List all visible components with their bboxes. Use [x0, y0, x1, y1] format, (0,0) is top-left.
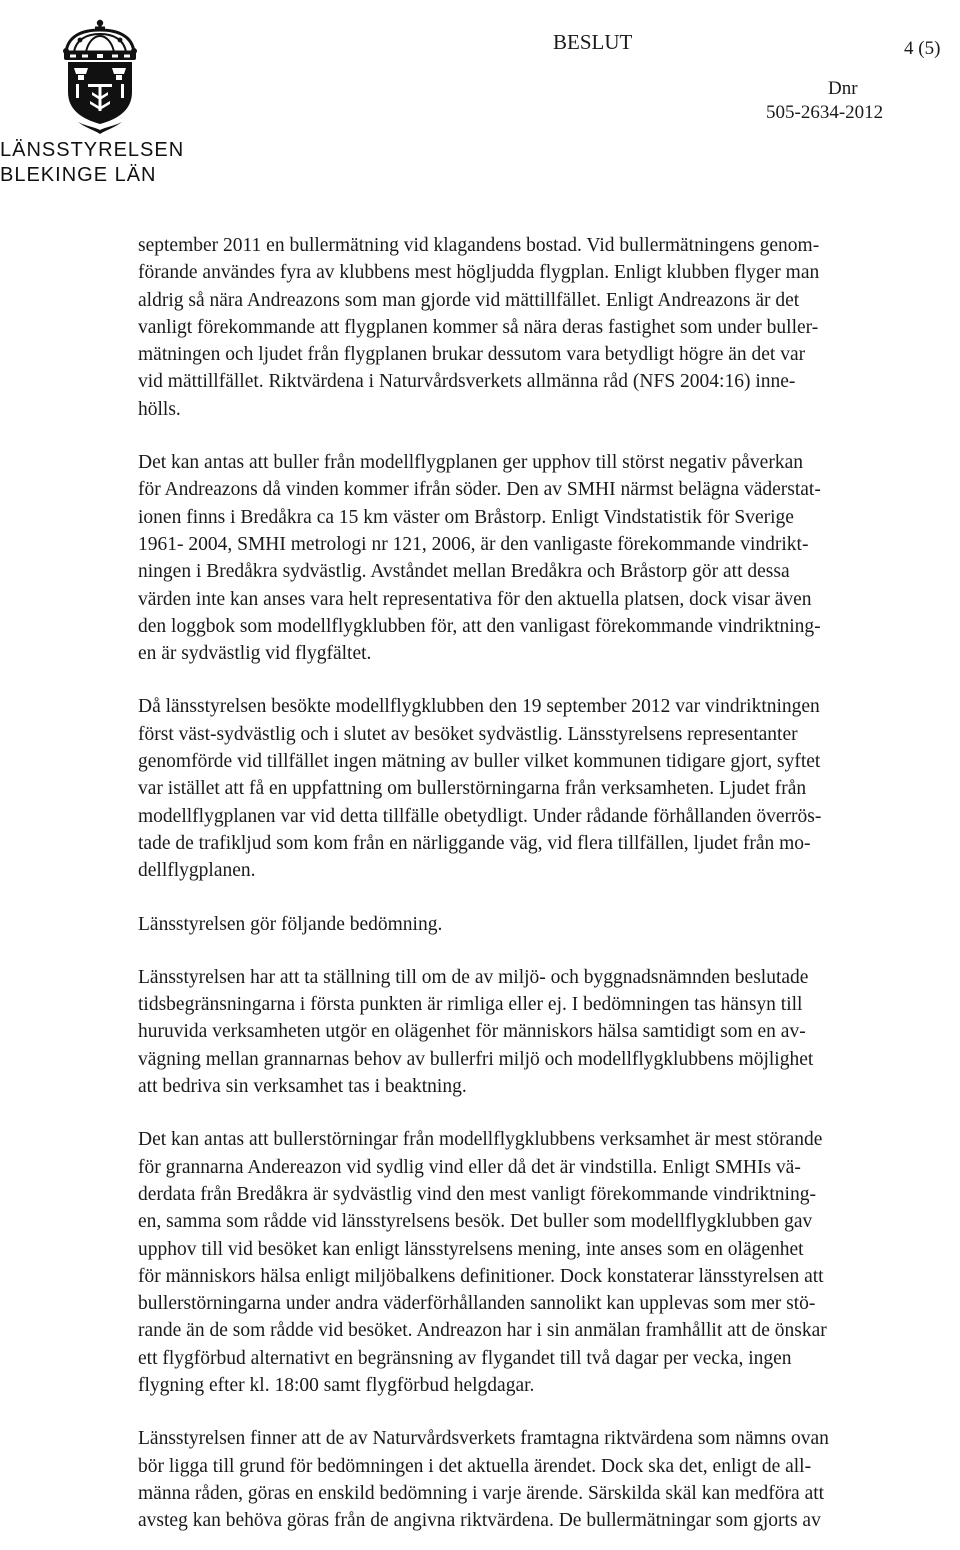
text-line: rande än de som rådde vid besöket. Andreazon har i sin anmälan framhållit att de önskar — [138, 1320, 827, 1342]
text-line: förande användes fyra av klubbens mest högljudda flygplan. Enligt klubben flyger man — [138, 262, 820, 284]
text-line: för människors hälsa enligt miljöbalkens definitioner. Dock konstaterar länsstyrelsen att — [138, 1265, 824, 1287]
text-line: modellflygplanen var vid detta tillfälle obetydligt. Under rådande förhållanden överrös- — [138, 805, 822, 827]
text-line: bör ligga till grund för bedömningen i det aktuella ärendet. Dock ska det, enligt de all- — [138, 1455, 812, 1477]
text-line: bullerstörningarna under andra väderförhållanden sannolikt kan upplevas som mer stö- — [138, 1293, 816, 1315]
dnr-label: Dnr — [828, 78, 858, 99]
text-line: hölls. — [138, 398, 181, 420]
paragraph-gap — [138, 667, 958, 693]
paragraph-gap — [138, 938, 958, 964]
text-line: Länsstyrelsen finner att de av Naturvårdsverkets framtagna riktvärdena som nämns ovan — [138, 1428, 829, 1450]
text-line: derdata från Bredåkra är sydvästlig vind den mest vanligt förekommande vindriktning- — [138, 1183, 816, 1205]
paragraph — [138, 232, 958, 423]
text-line: vid mättillfället. Riktvärdena i Naturvårdsverkets allmänna råd (NFS 2004:16) inne- — [138, 371, 796, 393]
text-line: tidsbegränsningarna i första punkten är rimliga eller ej. I bedömningen tas hänsyn till — [138, 994, 803, 1016]
paragraph-gap — [138, 1100, 958, 1126]
text-line: först väst-sydvästlig och i slutet av besöket sydvästlig. Länsstyrelsens representanter — [138, 723, 798, 745]
dnr-number: 505-2634-2012 — [766, 102, 884, 123]
text-line: vanligt förekommande att flygplanen kommer så nära deras fastighet som under buller- — [138, 316, 819, 338]
document-type: BESLUT — [553, 30, 633, 54]
text-line: var istället att få en uppfattning om bullerstörningarna från verksamheten. Ljudet från — [138, 778, 807, 800]
text-line: 1961- 2004, SMHI metrologi nr 121, 2006, är den vanligaste förekommande vindrikt- — [138, 533, 809, 555]
text-line: Det kan antas att bullerstörningar från modellflygklubbens verksamhet är mest störande — [138, 1129, 823, 1151]
text-line: Länsstyrelsen har att ta ställning till om de av miljö- och byggnadsnämnden beslutade — [138, 966, 809, 988]
text-line: aldrig så nära Andreazons som man gjorde vid mättillfället. Enligt Andreazons är det — [138, 289, 800, 311]
text-line: en, samma som rådde vid länsstyrelsens besök. Det buller som modellflygklubben gav — [138, 1211, 813, 1233]
paragraph — [138, 693, 958, 884]
text-line: ionen finns i Bredåkra ca 15 km väster om Bråstorp. Enligt Vindstatistik för Sverige — [138, 506, 794, 528]
text-line: ningen i Bredåkra sydvästlig. Avståndet mellan Bredåkra och Bråstorp gör att dessa — [138, 561, 790, 583]
document-body — [138, 232, 958, 1534]
text-line: Då länsstyrelsen besökte modellflygklubben den 19 september 2012 var vindriktningen — [138, 696, 820, 718]
paragraph-gap — [138, 423, 958, 449]
text-line: september 2011 en bullermätning vid klagandens bostad. Vid bullermätningens genom- — [138, 235, 820, 256]
text-line: den loggbok som modellflygklubben för, att den vanligast förekommande vindriktning- — [138, 615, 821, 637]
text-line: mätningen och ljudet från flygplanen brukar dessutom vara betydligt högre än det var — [138, 344, 806, 366]
text-line: dellflygplanen. — [138, 860, 256, 882]
agency-region-line: BLEKINGE LÄN — [0, 164, 157, 186]
paragraph — [138, 1425, 958, 1534]
text-line: en är sydvästlig vid flygfältet. — [138, 643, 372, 665]
text-line: Länsstyrelsen gör följande bedömning. — [138, 913, 443, 935]
text-line: genomförde vid tillfället ingen mätning av buller vilket kommunen tidigare gjort, syftet — [138, 751, 821, 773]
text-line: värden inte kan anses vara helt representativa för den aktuella platsen, dock visar även — [138, 588, 812, 610]
text-line: upphov till vid besöket kan enligt länsstyrelsens mening, inte anses som en olägenhet — [138, 1238, 804, 1260]
paragraph-gap — [138, 885, 958, 911]
paragraph — [138, 964, 958, 1100]
text-line: för grannarna Andereazon vid sydlig vind eller då det är vindstilla. Enligt SMHIs vä- — [138, 1156, 801, 1178]
crown-coat-of-arms-icon — [52, 18, 148, 136]
page-number: 4 (5) — [904, 38, 941, 59]
text-line: tade de trafikljud som kom från en närliggande väg, vid flera tillfällen, ljudet från mo- — [138, 832, 811, 854]
text-line: Det kan antas att buller från modellflygplanen ger upphov till störst negativ påverkan — [138, 452, 803, 474]
text-line: för Andreazons då vinden kommer ifrån söder. Den av SMHI närmst belägna väderstat- — [138, 479, 821, 501]
text-line: ett flygförbud alternativt en begränsning av flygandet till två dagar per vecka, ingen — [138, 1347, 792, 1369]
paragraph — [138, 449, 958, 667]
paragraph — [138, 911, 958, 938]
text-line: flygning efter kl. 18:00 samt flygförbud helgdagar. — [138, 1374, 535, 1396]
agency-name — [0, 138, 200, 188]
text-line: männa råden, göras en enskild bedömning i varje ärende. Särskilda skäl kan medföra att — [138, 1482, 825, 1504]
paragraph-gap — [138, 1399, 958, 1425]
text-line: huruvida verksamheten utgör en olägenhet för människors hälsa samtidigt som en av- — [138, 1021, 806, 1043]
text-line: vägning mellan grannarnas behov av bullerfri miljö och modellflygklubbens möjlighet — [138, 1048, 814, 1070]
paragraph — [138, 1126, 958, 1399]
text-line: att bedriva sin verksamhet tas i beaktning. — [138, 1076, 467, 1098]
text-line: avsteg kan behöva göras från de angivna riktvärdena. De bullermätningar som gjorts av — [138, 1510, 821, 1532]
agency-name-line: LÄNSSTYRELSEN — [0, 139, 185, 161]
